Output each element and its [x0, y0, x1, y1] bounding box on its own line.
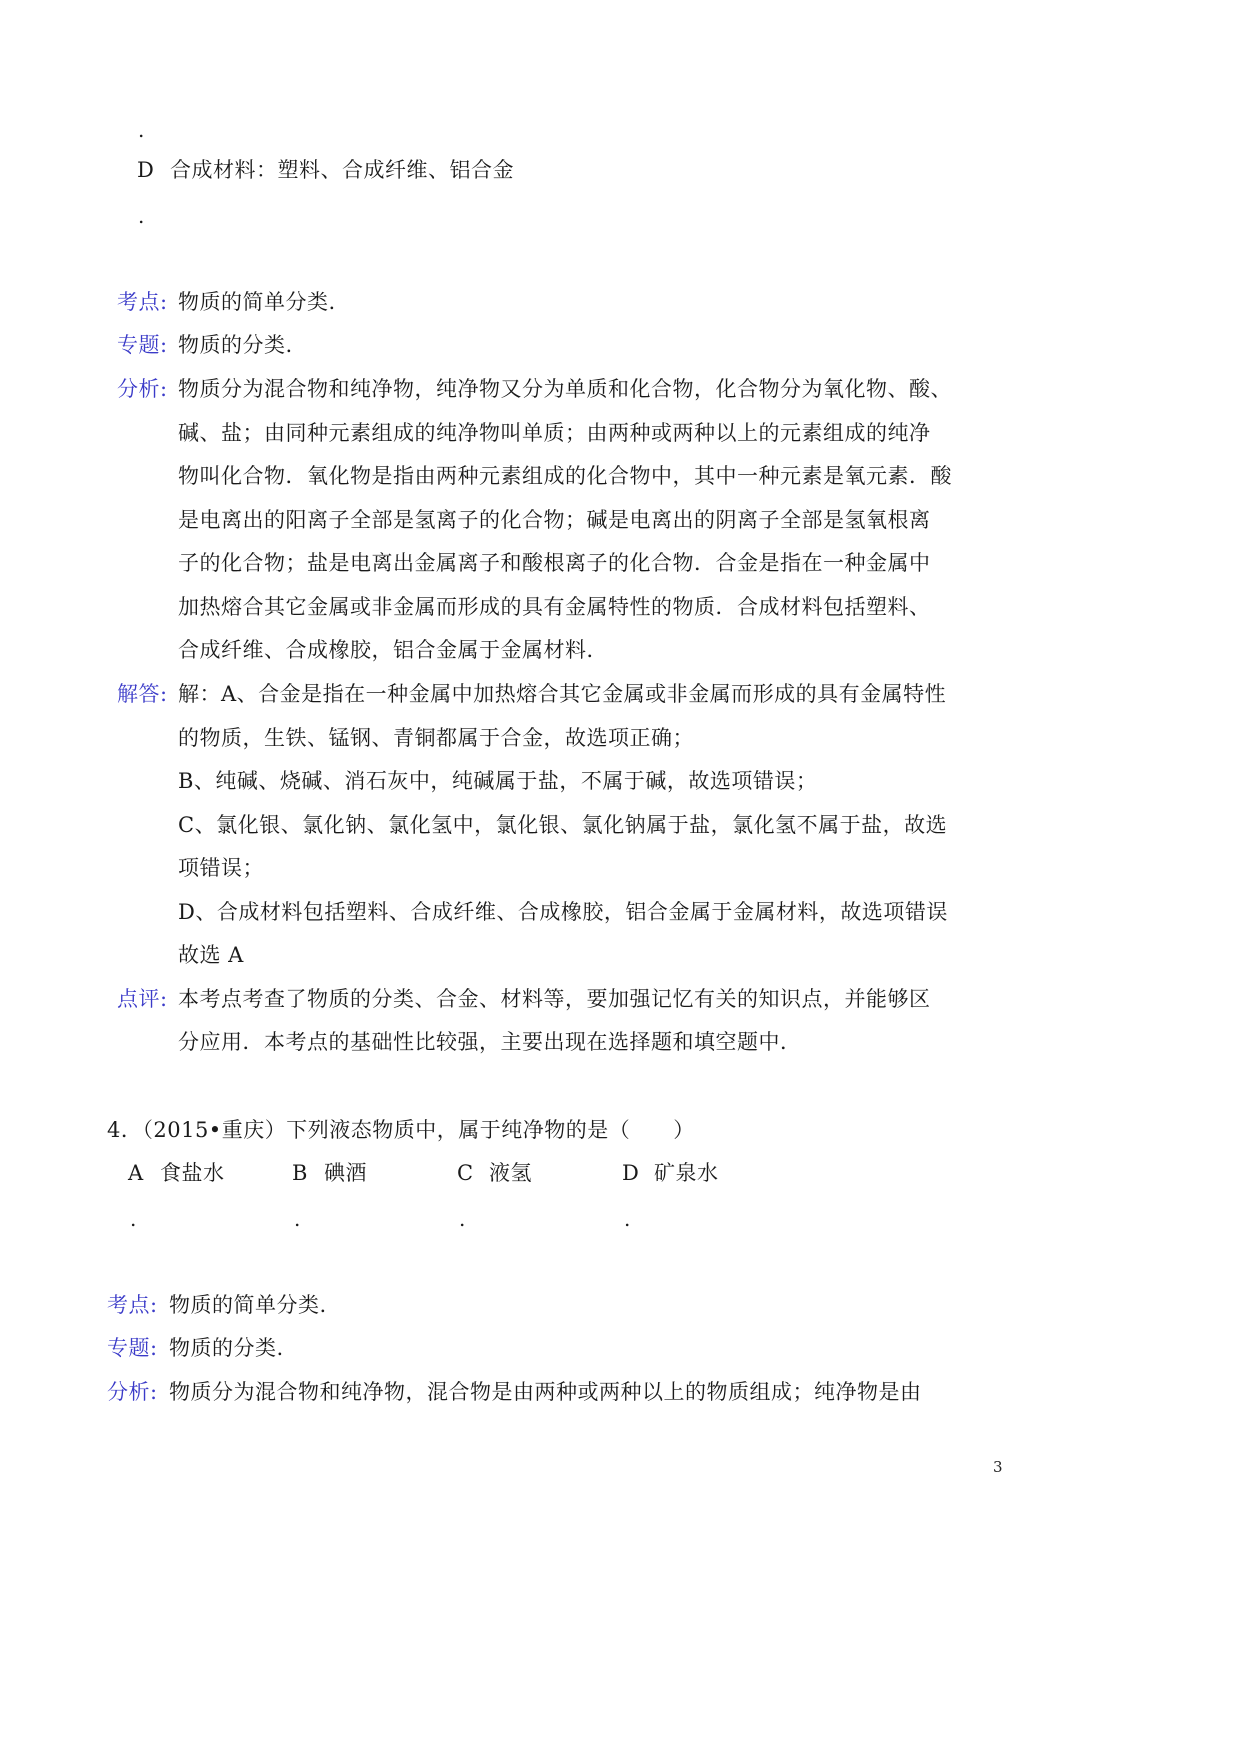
option-a-text: 食盐水 [160, 1161, 225, 1185]
option-b-text: 碘酒 [324, 1161, 367, 1185]
option-d-text: 合成材料：塑料、合成纤维、铝合金 [170, 158, 514, 182]
fenxi-text: 物质分为混合物和纯净物，混合物是由两种或两种以上的物质组成；纯净物是由 [169, 1380, 922, 1404]
option-d-dot: . [138, 204, 145, 228]
option-d-letter: D [137, 158, 155, 182]
option-a-letter: A [128, 1161, 144, 1185]
jieda-line: 的物质，生铁、锰钢、青铜都属于合金，故选项正确； [178, 726, 694, 750]
fenxi-line: 子的化合物；盐是电离出金属离子和酸根离子的化合物．合金是指在一种金属中 [178, 551, 931, 575]
zhuanti-label: 专题: [117, 333, 168, 357]
fenxi-line: 合成纤维、合成橡胶，铝合金属于金属材料． [178, 638, 608, 662]
jieda-line: B、纯碱、烧碱、消石灰中，纯碱属于盐，不属于碱，故选项错误； [178, 769, 818, 793]
dianping-line: 分应用．本考点的基础性比较强，主要出现在选择题和填空题中． [178, 1030, 802, 1054]
option-c-dot-q4: . [459, 1207, 466, 1231]
question-4-stem: 4．（2015•重庆）下列液态物质中，属于纯净物的是（ ） [107, 1118, 695, 1142]
option-b-dot: . [294, 1207, 301, 1231]
kaodian-text: 物质的简单分类. [169, 1293, 327, 1317]
option-d-text-q4: 矿泉水 [654, 1161, 719, 1185]
kaodian-label: 考点: [107, 1293, 158, 1317]
option-a-dot: . [130, 1207, 137, 1231]
option-b-letter: B [292, 1161, 308, 1185]
jieda-line: D、合成材料包括塑料、合成纤维、合成橡胶，铝合金属于金属材料，故选项错误 [178, 900, 948, 924]
jieda-label: 解答: [117, 682, 168, 706]
fenxi-line: 物叫化合物．氧化物是指由两种元素组成的化合物中，其中一种元素是氧元素．酸 [178, 464, 952, 488]
fenxi-line: 物质分为混合物和纯净物，纯净物又分为单质和化合物，化合物分为氧化物、酸、 [178, 377, 952, 401]
jieda-line: 解：A、合金是指在一种金属中加热熔合其它金属或非金属而形成的具有金属特性 [178, 682, 947, 706]
zhuanti-label: 专题: [107, 1336, 158, 1360]
fenxi-line: 加热熔合其它金属或非金属而形成的具有金属特性的物质．合成材料包括塑料、 [178, 595, 931, 619]
fenxi-label: 分析: [117, 377, 168, 401]
dianping-line: 本考点考查了物质的分类、合金、材料等，要加强记忆有关的知识点，并能够区 [178, 987, 931, 1011]
option-c-dot: . [138, 118, 145, 142]
option-d-dot-q4: . [624, 1207, 631, 1231]
option-d-letter-q4: D [622, 1161, 640, 1185]
page-number: 3 [993, 1458, 1003, 1476]
jieda-line: C、氯化银、氯化钠、氯化氢中，氯化银、氯化钠属于盐，氯化氢不属于盐，故选 [178, 813, 948, 837]
option-c-letter: C [457, 1161, 474, 1185]
jieda-line: 项错误； [178, 856, 264, 880]
fenxi-line: 是电离出的阳离子全部是氢离子的化合物；碱是电离出的阴离子全部是氢氧根离 [178, 508, 931, 532]
zhuanti-text: 物质的分类. [178, 333, 293, 357]
dianping-label: 点评: [117, 987, 168, 1011]
fenxi-line: 碱、盐；由同种元素组成的纯净物叫单质；由两种或两种以上的元素组成的纯净 [178, 421, 931, 445]
fenxi-label: 分析: [107, 1380, 158, 1404]
kaodian-label: 考点: [117, 290, 168, 314]
zhuanti-text: 物质的分类. [169, 1336, 284, 1360]
kaodian-text: 物质的简单分类. [178, 290, 336, 314]
option-c-text: 液氢 [489, 1161, 532, 1185]
jieda-line: 故选 A [178, 943, 244, 967]
